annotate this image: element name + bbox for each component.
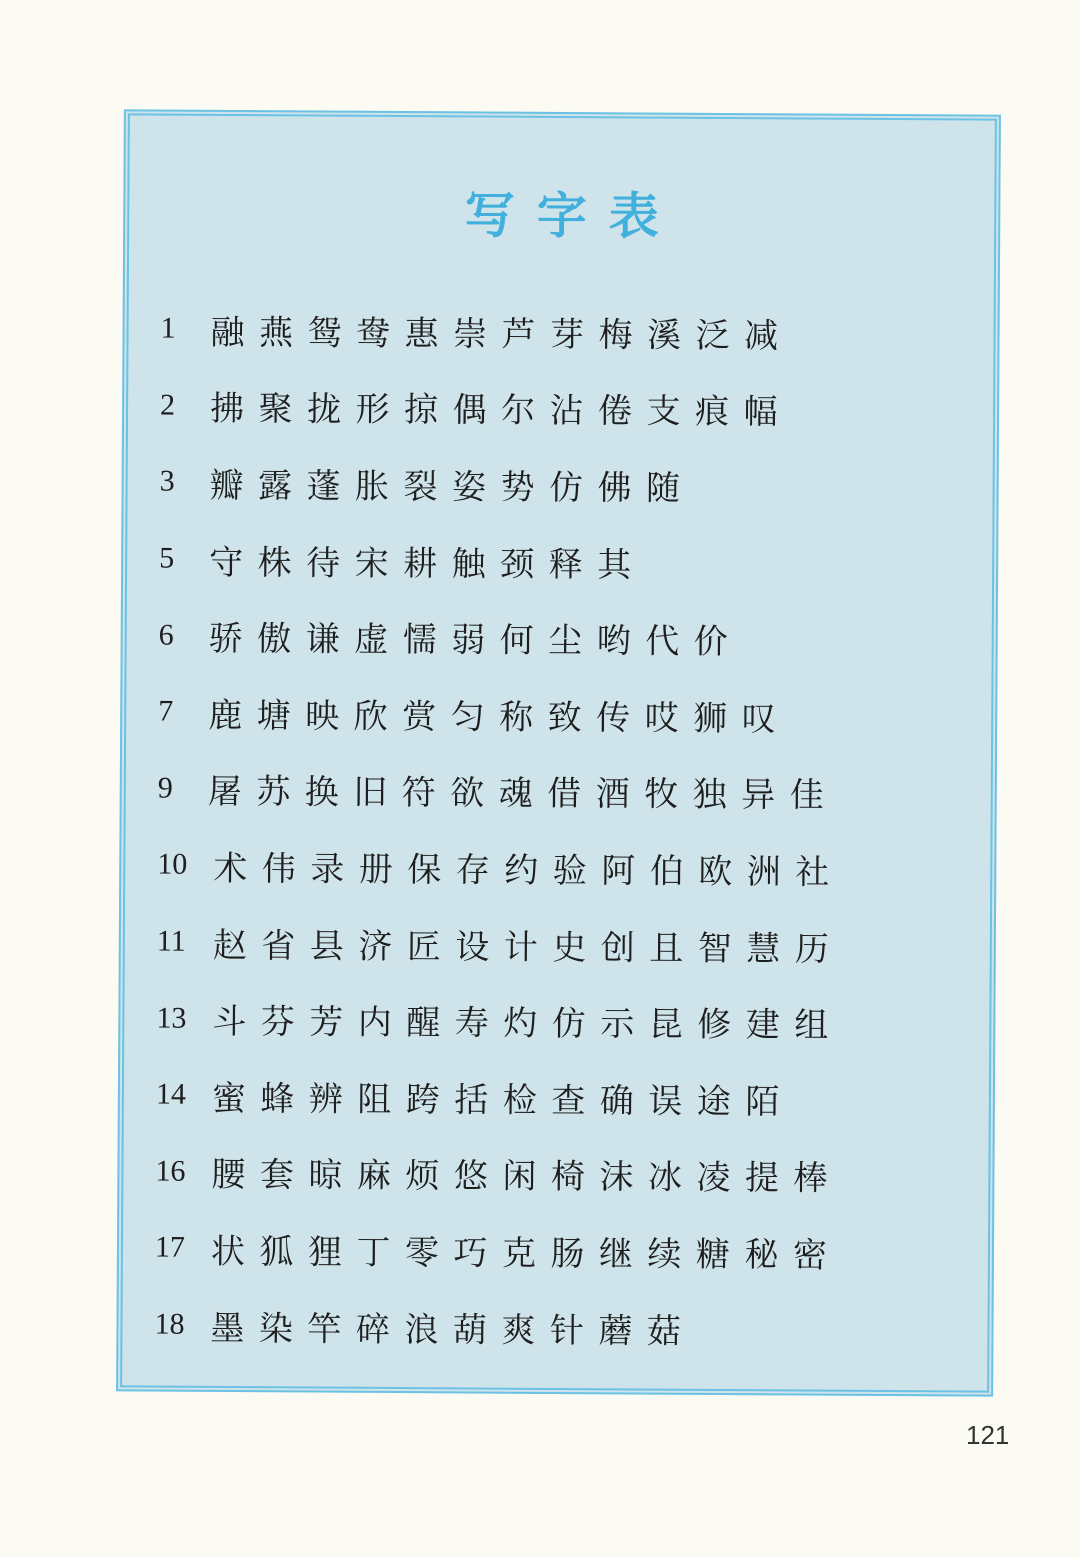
char-row [159, 444, 952, 525]
lesson-number: 1 [160, 311, 176, 345]
lesson-characters: 鹿塘映欣赏匀称致传哎狮叹 [208, 695, 791, 740]
char-row [155, 1210, 948, 1291]
char-row [160, 367, 953, 448]
lesson-characters: 赵省县济匠设计史创且智慧历 [212, 925, 844, 970]
char-row [158, 750, 951, 831]
page-title: 写字表 [464, 185, 681, 246]
lesson-number: 2 [160, 388, 176, 422]
lesson-number: 7 [158, 694, 174, 728]
lesson-number: 5 [159, 541, 175, 575]
lesson-number: 3 [159, 465, 175, 499]
char-row [158, 674, 951, 755]
char-row [154, 1286, 947, 1367]
char-row [157, 903, 950, 984]
lesson-characters: 骄傲谦虚懦弱何尘哟代价 [208, 619, 743, 663]
lesson-characters: 融燕鸳鸯惠崇芦芽梅溪泛减 [210, 312, 793, 357]
lesson-number: 11 [156, 924, 186, 958]
lesson-number: 6 [158, 618, 174, 652]
lesson-characters: 斗芬芳内醒寿灼仿示昆修建组 [212, 1002, 843, 1046]
lesson-number: 9 [157, 771, 173, 805]
lesson-number: 16 [155, 1154, 186, 1188]
char-row [157, 827, 950, 908]
char-row [160, 291, 953, 372]
writing-table-panel [116, 109, 1001, 1396]
lesson-characters: 腰套晾麻烦悠闲椅沫冰凌提棒 [211, 1155, 843, 1200]
lesson-number: 10 [157, 848, 188, 882]
lesson-number: 14 [155, 1077, 187, 1111]
character-rows [154, 291, 954, 1368]
lesson-number: 17 [154, 1230, 186, 1265]
lesson-characters: 术伟录册保存约验阿伯欧洲社 [213, 848, 844, 893]
char-row [156, 1056, 949, 1137]
lesson-characters: 墨染竿碎浪葫爽针蘑菇 [210, 1308, 696, 1352]
char-row [158, 597, 951, 678]
page-number: 121 [966, 1420, 1010, 1450]
lesson-characters: 守株待宋耕触颈释其 [209, 542, 646, 586]
lesson-characters: 瓣露蓬胀裂姿势仿佛随 [209, 465, 695, 509]
lesson-characters: 拂聚拢形掠偶尔沾倦支痕幅 [209, 389, 793, 433]
lesson-number: 13 [156, 1001, 187, 1035]
char-row [159, 520, 952, 601]
char-row [156, 980, 949, 1061]
lesson-characters: 蜜蜂辨阻跨括检查确误途陌 [211, 1078, 794, 1123]
lesson-characters: 屠苏换旧符欲魂借酒牧独异佳 [207, 772, 839, 817]
char-row [155, 1133, 948, 1214]
lesson-characters: 状狐狸丁零巧克肠继续糖秘密 [210, 1231, 842, 1276]
lesson-number: 18 [154, 1307, 185, 1341]
